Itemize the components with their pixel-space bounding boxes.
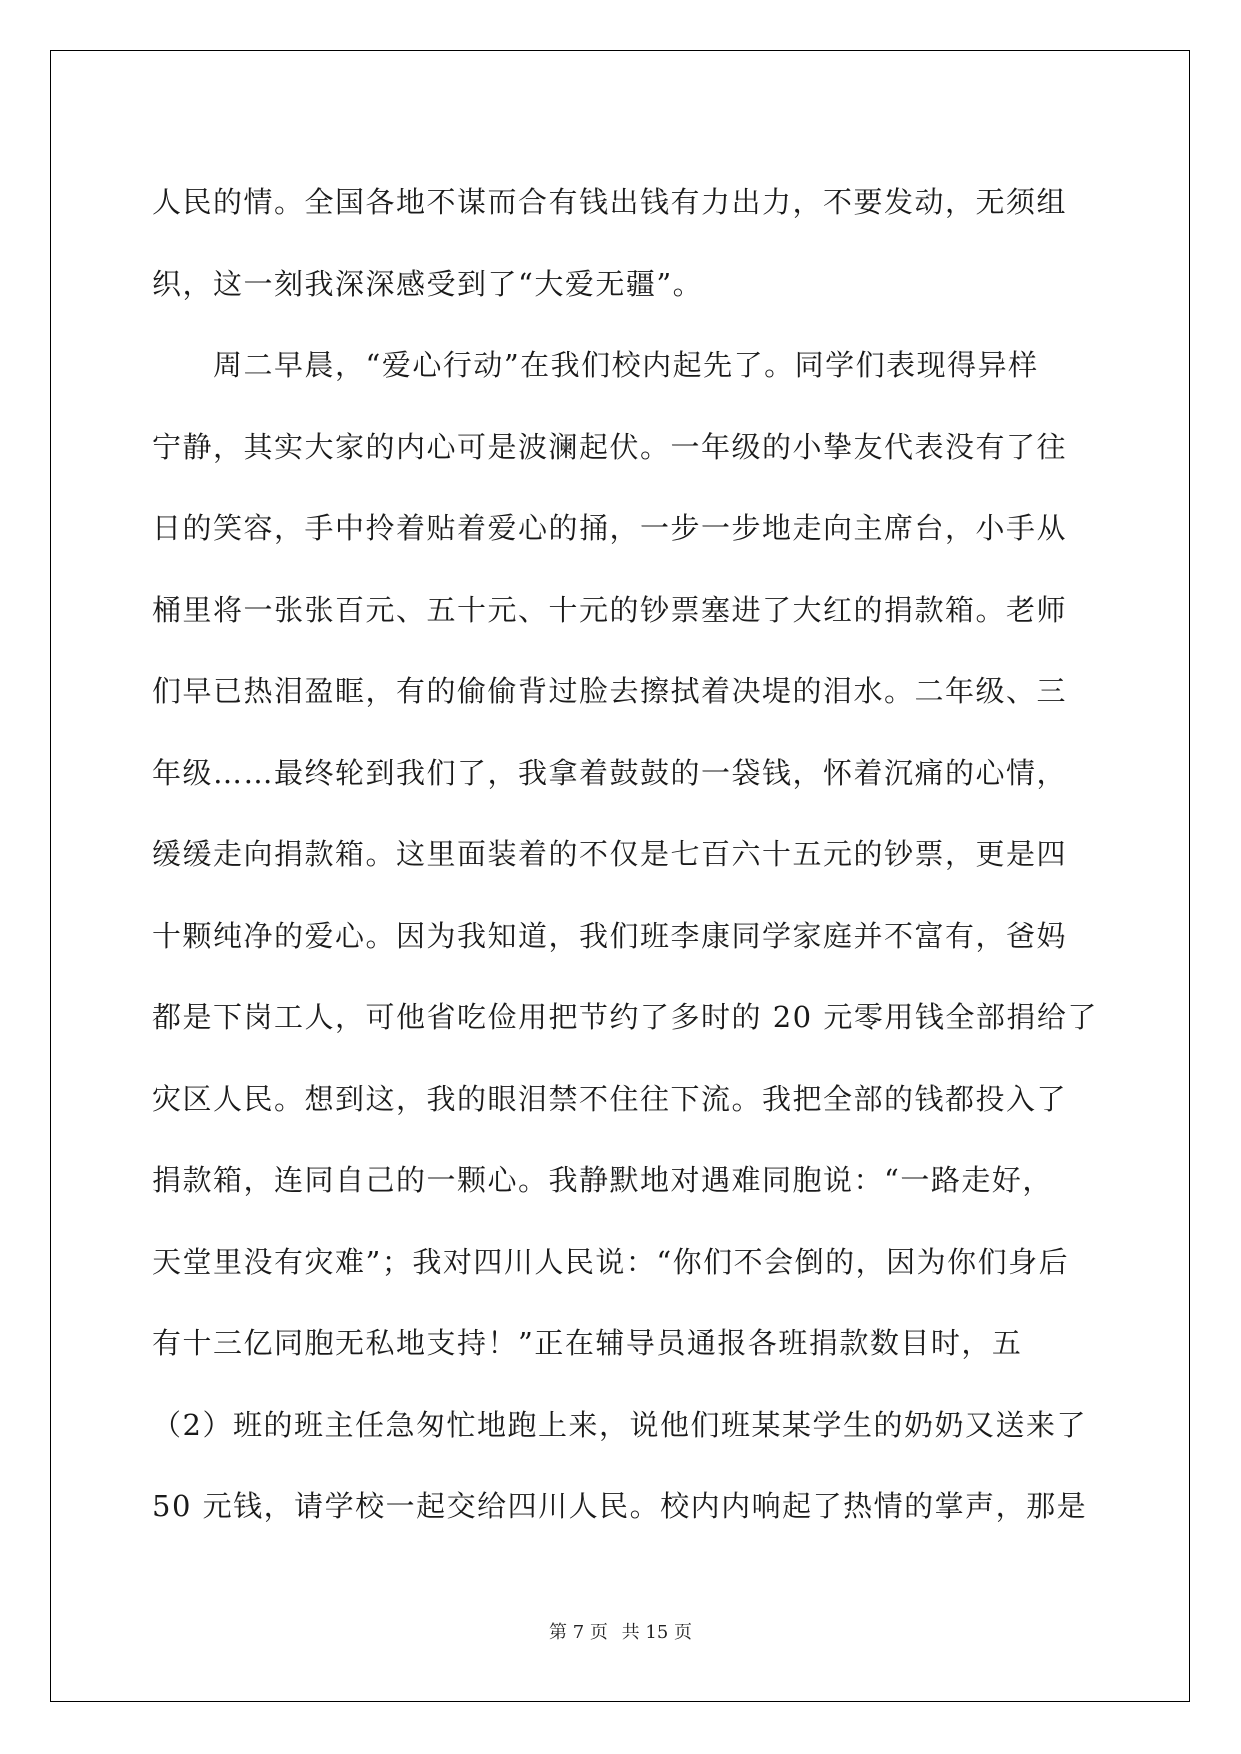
text-line: 们早已热泪盈眶，有的偷偷背过脸去擦拭着决堤的泪水。二年级、三 <box>152 674 1068 708</box>
document-body <box>152 162 1098 1548</box>
text-line: 年级……最终轮到我们了，我拿着鼓鼓的一袋钱，怀着沉痛的心情， <box>152 755 1068 790</box>
text-line: 织，这一刻我深深感受到了“大爱无疆”。 <box>152 266 704 301</box>
text-line: 缓缓走向捐款箱。这里面装着的不仅是七百六十五元的钞票，更是四 <box>152 837 1068 871</box>
text-line: 灾区人民。想到这，我的眼泪禁不住往下流。我把全部的钱都投入了 <box>152 1081 1068 1116</box>
text-line: 天堂里没有灾难”；我对四川人民说：“你们不会倒的，因为你们身后 <box>152 1244 1070 1279</box>
text-line: 日的笑容，手中拎着贴着爱心的捅，一步一步地走向主席台，小手从 <box>152 511 1068 545</box>
text-line: （2）班的班主任急匆忙地跑上来，说他们班某某学生的奶奶又送来了 <box>152 1407 1087 1442</box>
text-line: 桶里将一张张百元、五十元、十元的钞票塞进了大红的捐款箱。老师 <box>152 592 1068 627</box>
text-line: 捐款箱，连同自己的一颗心。我静默地对遇难同胞说：“一路走好， <box>152 1163 1053 1197</box>
text-line: 宁静，其实大家的内心可是波澜起伏。一年级的小挚友代表没有了往 <box>152 429 1068 464</box>
text-line: 有十三亿同胞无私地支持！”正在辅导员通报各班捐款数目时，五 <box>152 1326 1023 1360</box>
page-total: 共 15 页 <box>621 1622 692 1643</box>
text-line: 都是下岗工人，可他省吃俭用把节约了多时的 20 元零用钱全部捐给了 <box>152 1000 1098 1034</box>
text-line: 50 元钱，请学校一起交给四川人民。校内内响起了热情的掌声，那是 <box>152 1489 1088 1523</box>
page-footer <box>0 1618 1241 1644</box>
text-line: 十颗纯净的爱心。因为我知道，我们班李康同学家庭并不富有，爸妈 <box>152 918 1068 953</box>
page-number: 第 7 页 <box>549 1622 608 1643</box>
text-line: 周二早晨，“爱心行动”在我们校内起先了。同学们表现得异样 <box>152 348 1039 382</box>
text-line: 人民的情。全国各地不谋而合有钱出钱有力出力，不要发动，无须组 <box>152 185 1068 219</box>
